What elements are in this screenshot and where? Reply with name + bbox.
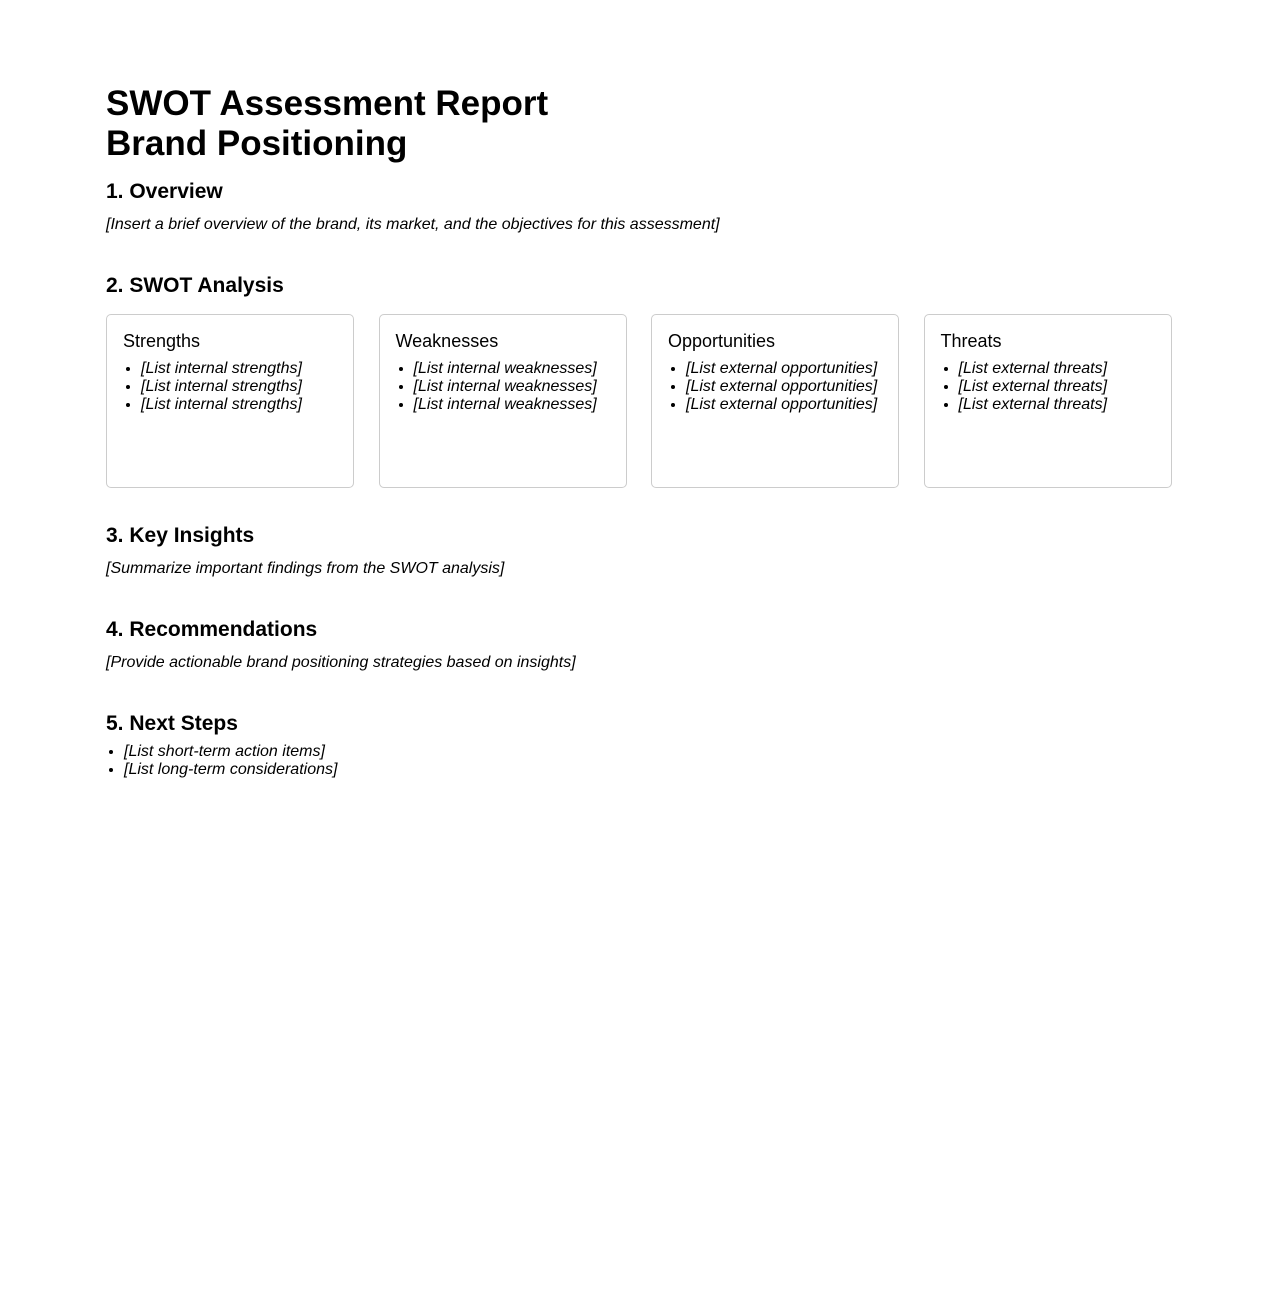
card-list bbox=[396, 360, 610, 414]
list-item: • [List internal strengths] bbox=[141, 396, 337, 414]
list-item: • [List internal weaknesses] bbox=[414, 378, 610, 396]
list-item: • [List internal strengths] bbox=[141, 378, 337, 396]
list-item: • [List external threats] bbox=[959, 396, 1155, 414]
swot-card-weaknesses bbox=[379, 314, 627, 488]
insights-text: [Summarize important findings from the SWOT analysis] bbox=[106, 560, 505, 577]
section-recommendations bbox=[106, 618, 576, 672]
section-key-insights bbox=[106, 524, 504, 578]
list-item: • [List long-term considerations] bbox=[124, 761, 337, 779]
card-list bbox=[123, 360, 337, 414]
list-item: • [List internal weaknesses] bbox=[414, 360, 610, 378]
list-item: • [List external opportunities] bbox=[686, 396, 882, 414]
swot-grid bbox=[106, 314, 1172, 488]
card-title: Strengths bbox=[123, 331, 201, 351]
swot-card-strengths bbox=[106, 314, 354, 488]
list-item: • [List short-term action items] bbox=[124, 743, 337, 761]
overview-text: [Insert a brief overview of the brand, its market, and the objectives for this assessment] bbox=[106, 216, 720, 233]
recommendations-text: [Provide actionable brand positioning strategies based on insights] bbox=[106, 654, 576, 671]
card-title: Weaknesses bbox=[395, 331, 499, 351]
list-item: • [List external opportunities] bbox=[686, 360, 882, 378]
list-item: • [List external opportunities] bbox=[686, 378, 882, 396]
card-list bbox=[668, 360, 882, 414]
next-steps-list bbox=[106, 743, 337, 779]
swot-card-threats bbox=[924, 314, 1172, 488]
next-steps-heading: 5. Next Steps bbox=[106, 712, 238, 735]
list-item: • [List external threats] bbox=[959, 378, 1155, 396]
swot-card-opportunities bbox=[651, 314, 899, 488]
swot-heading: 2. SWOT Analysis bbox=[106, 274, 284, 297]
list-item: • [List external threats] bbox=[959, 360, 1155, 378]
section-next-steps bbox=[106, 712, 337, 779]
list-item: • [List internal strengths] bbox=[141, 360, 337, 378]
report-page bbox=[106, 84, 1172, 778]
report-title-line1: SWOT Assessment Report bbox=[106, 84, 549, 123]
overview-heading: 1. Overview bbox=[106, 180, 223, 203]
card-title: Opportunities bbox=[668, 331, 776, 351]
report-title-line2: Brand Positioning bbox=[106, 124, 408, 163]
section-overview bbox=[106, 180, 720, 234]
list-item: • [List internal weaknesses] bbox=[414, 396, 610, 414]
card-list bbox=[941, 360, 1155, 414]
report-title bbox=[106, 84, 1172, 164]
insights-heading: 3. Key Insights bbox=[106, 524, 255, 547]
recommendations-heading: 4. Recommendations bbox=[106, 618, 318, 641]
card-title: Threats bbox=[940, 331, 1002, 351]
section-swot-analysis bbox=[106, 274, 1172, 488]
